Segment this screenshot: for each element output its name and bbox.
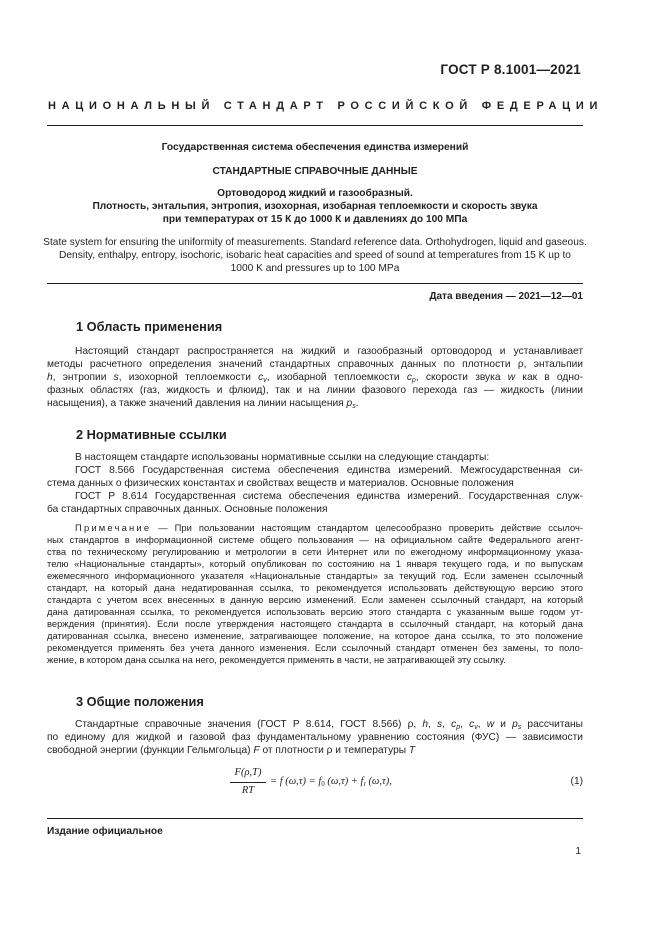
symbol-subscript: s (517, 724, 522, 731)
text-fragment: , энтропии (52, 372, 114, 383)
equation-term: (ω,τ), (365, 776, 392, 787)
symbol-subscript: p (411, 377, 416, 384)
section-scope-text (47, 345, 583, 410)
text-line: фазных областях (газ, жидкость и флюид), так и на линии фазового перехода газ — жидкость (линии (47, 385, 583, 396)
reference-gost-r-8-614: ГОСТ Р 8.614 Государственная система обеспечения единства измерений. Государственная служ- (75, 491, 583, 502)
note-line: верждения (принятия). Если после утверждения настоящего стандарта в ссылочный стандарт, на который дана (47, 618, 583, 629)
standard-number: ГОСТ Р 8.1001—2021 (440, 62, 581, 77)
text-fragment: насыщения), а также значений давления на линии насыщения (47, 398, 347, 409)
note-line: жение, в котором дана ссылка на него, рекомендуется применять в части, не затрагивающей эту ссылку. (47, 654, 506, 665)
english-title (40, 236, 590, 275)
symbol-subscript: p (456, 724, 461, 731)
fraction-bar (230, 782, 266, 783)
section-heading-scope: 1 Область применения (76, 319, 223, 334)
text-fragment: и (494, 719, 513, 730)
text-fragment: , изобарной теплоемкости (266, 372, 407, 383)
text-fragment: Стандартные справочные значения (ГОСТ Р 8.614, ГОСТ 8.566) ρ, (75, 719, 423, 730)
symbol-base: p (512, 719, 518, 730)
official-edition-label: Издание официальное (47, 826, 163, 837)
text-fragment: , (477, 719, 487, 730)
symbol-cv (469, 719, 478, 730)
equation-subscript: r (363, 780, 366, 788)
symbol-subscript: s (352, 403, 356, 410)
symbol-cp (451, 719, 460, 730)
fraction-numerator: F(ρ,T) (234, 767, 262, 778)
fraction-denominator: RT (241, 785, 255, 796)
symbol-base: p (346, 398, 353, 409)
introduction-date: Дата введения — 2021—12—01 (429, 291, 583, 302)
note-line: стандарта с учетом всех внесенных в данную версию изменений. Если заменен ссылочный стандарт, на который (47, 594, 583, 605)
text-line: по единому для жидкой и газовой фаз фундаментальному уравнению состояния (ФУС) — зависимости (47, 732, 583, 743)
russian-title-line: при температурах от 15 К до 1000 К и давлениях до 100 МПа (162, 214, 468, 225)
text-fragment: от плотности ρ и температуры (259, 745, 409, 756)
note-label: Примечание (75, 522, 152, 533)
bottom-divider (47, 818, 583, 819)
note-line: телю «Национальные стандарты», который опубликован по состоянию на 1 января текущего года, и по выпускам (47, 558, 583, 569)
symbol-w: w (486, 719, 495, 730)
section-heading-general: 3 Общие положения (76, 694, 204, 709)
english-title-line: Density, enthalpy, entropy, isochoric, isobaric heat capacities and speed of sound at temperatures from 15 K up to (59, 250, 571, 261)
text-line: Настоящий стандарт распространяется на жидкий и газообразный ортоводород и устанавливает (75, 346, 583, 357)
symbol-ps (347, 398, 356, 409)
text-fragment: рассчитаны (521, 719, 583, 730)
text-fragment: — При пользовании настоящим стандартом целесообразно проверить действие ссылоч- (151, 522, 583, 533)
text-fragment: , (428, 719, 438, 730)
text-fragment: , (460, 719, 470, 730)
middle-divider (47, 283, 583, 284)
text-fragment: как в одно- (515, 372, 583, 383)
russian-title-line: Плотность, энтальпия, энтропия, изохорная, изобарная теплоемкости и скорость звука (92, 201, 538, 212)
text-line (47, 718, 583, 731)
text-line: ба стандартных справочных данных. Основные положения (47, 504, 328, 515)
text-line: методы расчетного определения значений стандартных справочных данных по плотности ρ, энтальпии (47, 359, 583, 370)
national-standard-banner: НАЦИОНАЛЬНЫЙ СТАНДАРТ РОССИЙСКОЙ ФЕДЕРАЦИИ (48, 100, 604, 112)
note-line: стандарт, на который дана недатированная ссылка, то рекомендуется использовать действующую версию этого (47, 582, 583, 593)
symbol-base: c (451, 719, 457, 730)
equation-1 (230, 767, 590, 801)
equation-fraction (230, 767, 266, 799)
equation-term: = f (ω,τ) = f (270, 776, 322, 787)
equation-right-side (270, 776, 392, 788)
note-line: ных стандартов в информационной системе общего пользования — на официальном сайте Федерального агент- (47, 534, 583, 545)
text-fragment: . (355, 398, 359, 409)
symbol-s: s (437, 719, 443, 730)
section-heading-references: 2 Нормативные ссылки (76, 427, 227, 442)
symbol-cp (407, 372, 416, 383)
symbol-h: h (422, 719, 429, 730)
reference-gost-8-566: ГОСТ 8.566 Государственная система обеспечения единства измерений. Межгосударственная си- (75, 465, 583, 476)
symbol-h: h (47, 372, 53, 383)
english-title-line: State system for ensuring the uniformity of measurements. Standard reference data. Orthohydrogen, liquid and gaseous. (43, 237, 587, 248)
text-line (47, 744, 583, 757)
text-line: стема данных о физических константах и свойствах веществ и материалов. Основные положения (47, 478, 514, 489)
russian-title-line: Ортоводород жидкий и газообразный. (217, 188, 413, 199)
text-fragment: , изохорной теплоемкости (118, 372, 259, 383)
system-title: Государственная система обеспечения единства измерений (161, 142, 469, 153)
note-line: ства по техническому регулированию и метрологии в сети Интернет или по ежегодному информационному указа- (47, 546, 583, 557)
english-title-line: 1000 K and pressures up to 100 MPa (230, 263, 400, 274)
symbol-T: T (408, 745, 416, 756)
page-number: 1 (575, 846, 581, 857)
symbol-subscript: v (474, 724, 478, 731)
references-note (47, 522, 583, 666)
symbol-base: c (406, 372, 412, 383)
symbol-s: s (113, 372, 119, 383)
text-fragment: , скорости звука (415, 372, 508, 383)
symbol-cv (258, 372, 267, 383)
note-line: датированная ссылка, внесено изменение, затрагивающее положение, на которое дана ссылка, то это положение (47, 630, 583, 641)
note-line: ежемесячного информационного указателя «Национальные стандарты» за текущий год. Если заменен ссылочный (47, 570, 583, 581)
equation-term: (ω,τ) + f (324, 776, 364, 787)
section-references-text (47, 451, 583, 516)
note-line: рекомендуется применять без учета данного изменения. Если ссылочный стандарт отменен без замены, то поло- (47, 642, 583, 653)
symbol-base: c (469, 719, 475, 730)
symbol-ps (512, 719, 521, 730)
symbol-w: w (507, 372, 516, 383)
text-line (47, 397, 583, 410)
equation-number: (1) (570, 776, 583, 787)
section-general-text (47, 718, 583, 757)
symbol-subscript: v (263, 377, 267, 384)
text-line (47, 371, 583, 384)
note-line (47, 522, 583, 534)
standard-type-title: СТАНДАРТНЫЕ СПРАВОЧНЫЕ ДАННЫЕ (212, 166, 418, 177)
equation-subscript: 0 (321, 780, 325, 788)
symbol-F: F (253, 745, 260, 756)
top-divider (47, 125, 583, 126)
text-fragment: , (442, 719, 452, 730)
note-line: дана датированная ссылка, то рекомендуется использовать версию этого стандарта с указанным выше годом ут- (47, 606, 583, 617)
text-fragment: свободной энергии (функции Гельмгольца) (47, 745, 254, 756)
text-line: В настоящем стандарте использованы нормативные ссылки на следующие стандарты: (75, 452, 490, 463)
russian-title (40, 187, 590, 226)
symbol-base: c (258, 372, 264, 383)
